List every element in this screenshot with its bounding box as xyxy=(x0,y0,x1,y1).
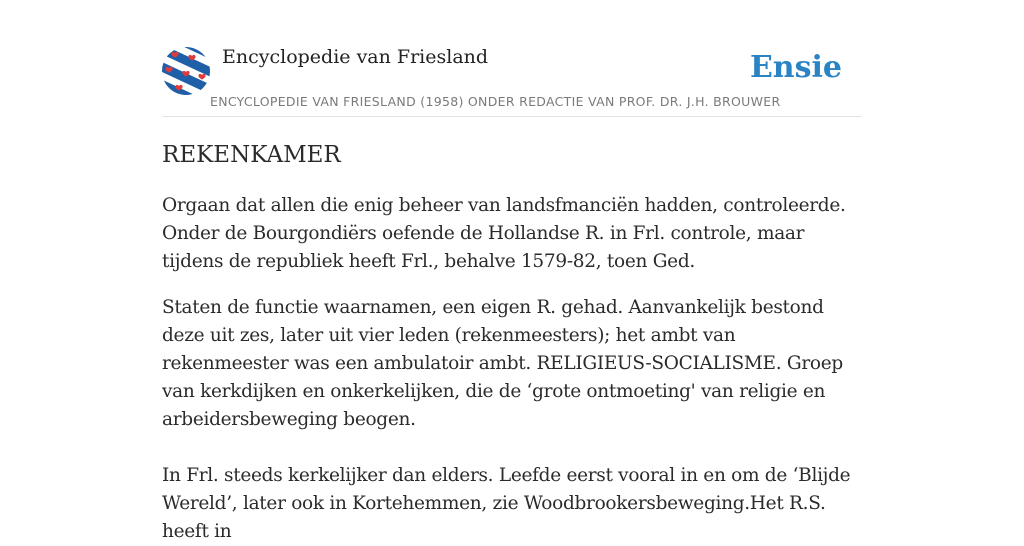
article-paragraph: Orgaan dat allen die enig beheer van landsfmanciën hadden, controleerde. Onder de Bourgondiërs oefende de Hollandse R. in Frl. controle, maar tijdens de republiek heeft Frl., behalve 1579-82, toen Ged. xyxy=(162,195,846,272)
article xyxy=(162,138,864,546)
frisian-flag-logo-icon[interactable] xyxy=(162,47,210,95)
article-headword: REKENKAMER xyxy=(162,142,341,168)
site-header xyxy=(162,44,862,117)
brand-logo[interactable]: Ensie xyxy=(749,50,842,85)
article-paragraph: Staten de functie waarnamen, een eigen R. gehad. Aanvankelijk bestond deze uit zes, later uit vier leden (rekenmeesters); het ambt van rekenmeester was een ambulatoir ambt. RELIGIEUS-SOCIALISME. Groep van kerkdijken en onkerkelijken, die de ‘grote ontmoeting' van religie en arbeidersbeweging beogen. xyxy=(162,297,843,430)
site-title[interactable]: Encyclopedie van Friesland xyxy=(222,46,489,68)
article-paragraph: In Frl. steeds kerkelijker dan elders. Leefde eerst vooral in en om de ‘Blijde Wereld’, later ook in Kortehemmen, zie Woodbrookersbeweging.Het R.S. heeft in xyxy=(162,465,851,542)
site-subtitle: ENCYCLOPEDIE VAN FRIESLAND (1958) ONDER REDACTIE VAN PROF. DR. J.H. BROUWER xyxy=(210,94,781,109)
